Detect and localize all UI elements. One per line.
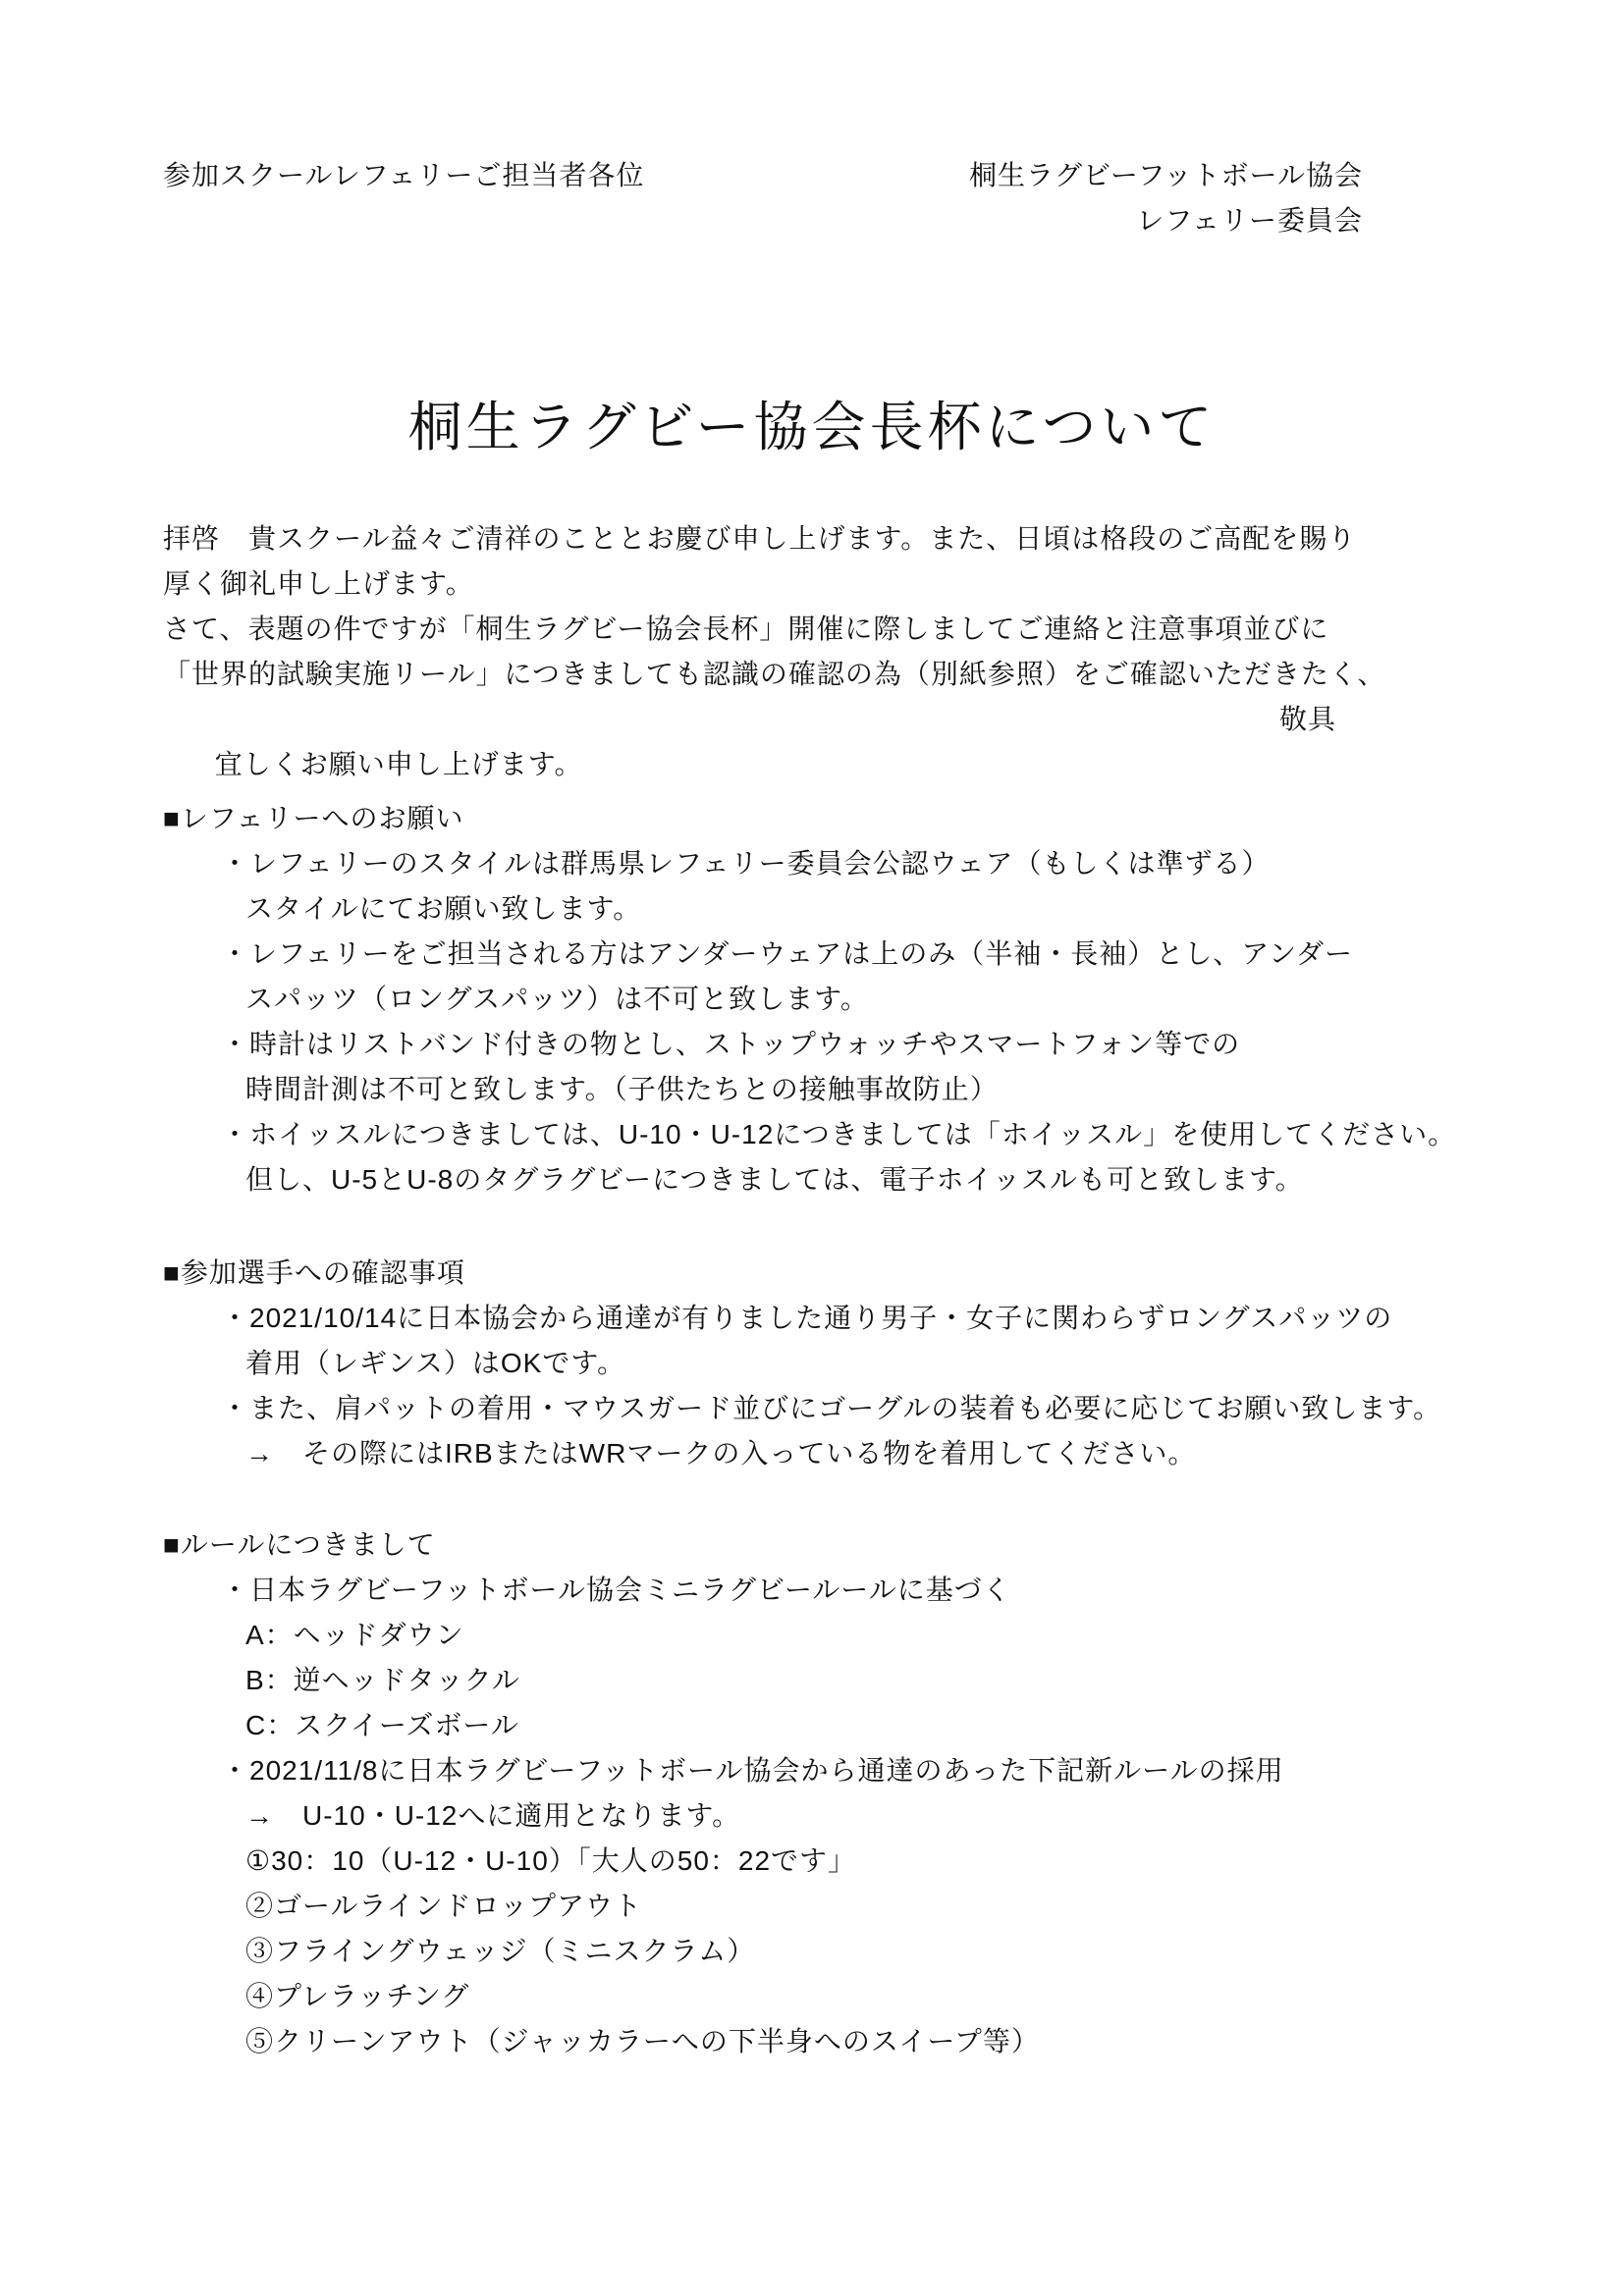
section-referee-requests [163,796,1538,1202]
text-line: 厚く御礼申し上げます。 [163,568,474,599]
text-line: さて、表題の件ですが「桐生ラグビー協会長杯」開催に際しましてご連絡と注意事項並びに [163,614,1329,644]
text-line: 但し、U-5とU-8のタグラグビーにつきましては、電子ホイッスルも可と致します。 [245,1164,1304,1195]
section-player-confirmations [163,1251,1538,1476]
text-line: ・レフェリーをご担当される方はアンダーウェアは上のみ（半袖・長袖）とし、アンダー [221,938,1354,969]
sender-committee-line: レフェリー委員会 [1136,205,1363,236]
text-line: スパッツ（ロングスパッツ）は不可と致します。 [245,984,869,1014]
text-line: スタイルにてお願い致します。 [245,893,642,924]
text-line: B：逆ヘッドタックル [245,1665,520,1695]
sender-org-line: 桐生ラグビーフットボール協会 [969,160,1363,190]
text-line: → その際にはIRBまたはWRマークの入っている物を着用してください。 [245,1438,1197,1468]
text-line: ・2021/10/14に日本協会から通達が有りました通り男子・女子に関わらずロングスパッツの [221,1303,1393,1333]
page-title: 桐生ラグビー協会長杯について [407,396,1217,457]
section-lines [163,1296,1538,1476]
section-rules [163,1522,1538,2064]
text-line: ①30：10（U-12・U-10）「大人の50：22です」 [245,1845,857,1876]
section-lines [163,1568,1538,2064]
closing-word-keigu: 敬具 [1279,704,1337,734]
text-line: 時間計測は不可と致します。（子供たちとの接触事故防止） [245,1074,999,1104]
section-heading: ■レフェリーへのお願い [163,803,464,833]
text-line: ⑤クリーンアウト（ジャッカラーへの下半身へのスイープ等） [245,2026,1040,2056]
text-line: ③フライングウェッジ（ミニスクラム） [245,1936,756,1966]
text-line: ・ホイッスルにつきましては、U-10・U-12につきましては「ホイッスル」を使用してください。 [221,1119,1457,1149]
text-line: ・また、肩パットの着用・マウスガード並びにゴーグルの装着も必要に応じてお願い致します。 [221,1393,1442,1423]
text-line: A：ヘッドダウン [245,1620,464,1650]
sender-block [969,153,1363,243]
text-line: ④プレラッチング [245,1981,470,2011]
text-line: ・日本ラグビーフットボール協会ミニラグビールールに基づく [221,1575,1011,1605]
text-line: 「世界的試験実施リール」につきましても認識の確認の為（別紙参照）をご確認いただきたく、 [163,659,1386,689]
recipient-line: 参加スクールレフェリーご担当者各位 [163,160,645,190]
text-line: C：スクイーズボール [245,1710,519,1740]
text-line: ・2021/11/8に日本ラグビーフットボール協会から通達のあった下記新ルールの採用 [221,1755,1284,1786]
text-line: ・時計はリストバンド付きの物とし、ストップウォッチやスマートフォン等での [221,1029,1241,1059]
text-line: 拝啓 貴スクール益々ご清祥のこととお慶び申し上げます。また、日頃は格段のご高配を賜り [163,523,1357,554]
text-line: ・レフェリーのスタイルは群馬県レフェリー委員会公認ウェア（もしくは準ずる） [221,848,1271,879]
text-line: 着用（レギンス）はOKです。 [245,1348,626,1378]
text-line: → U-10・U-12へに適用となります。 [245,1800,741,1831]
section-lines [163,841,1538,1202]
section-heading: ■ルールにつきまして [163,1529,436,1560]
section-heading: ■参加選手への確認事項 [163,1257,465,1288]
text-line: ②ゴールラインドロップアウト [245,1891,643,1921]
greeting-lines [163,516,1469,697]
closing-text: 宜しくお願い申し上げます。 [214,749,583,779]
